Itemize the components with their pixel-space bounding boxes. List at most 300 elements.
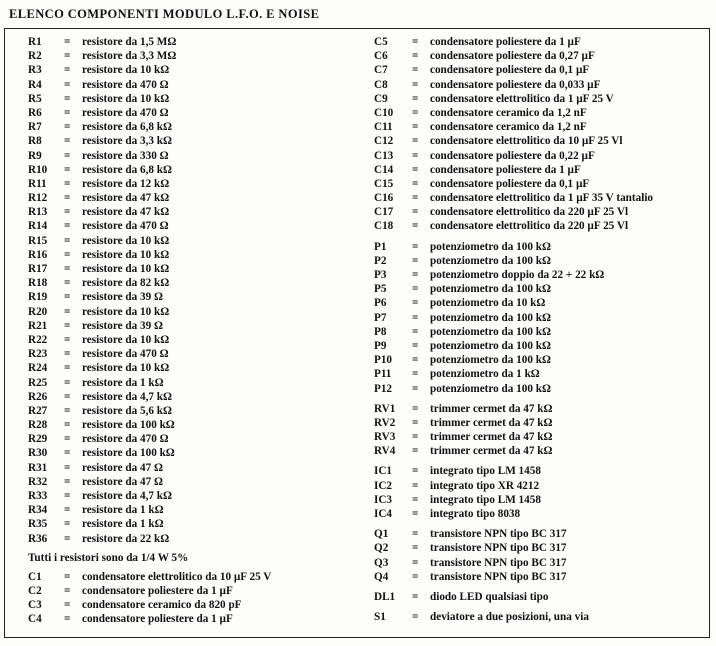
component-description: resistore da 10 kΩ (82, 305, 170, 318)
component-description: integrato tipo 8038 (430, 508, 521, 520)
component-description: condensatore poliestere da 0,1 µF (430, 64, 590, 77)
component-row-ic2 (374, 479, 704, 493)
component-code: R26 (28, 390, 48, 403)
component-row-r18 (28, 276, 346, 290)
component-row-r10 (28, 163, 346, 177)
capacitor-list-left (28, 570, 346, 627)
component-description: resistore da 6,8 kΩ (82, 121, 172, 134)
equals-sign: = (64, 570, 71, 583)
equals-sign: = (64, 234, 71, 247)
component-code: R34 (28, 504, 48, 517)
equals-sign: = (64, 106, 71, 119)
component-code: Q4 (374, 570, 389, 583)
equals-sign: = (412, 368, 419, 381)
equals-sign: = (412, 325, 419, 338)
component-row-r23 (28, 347, 346, 361)
component-row-q4 (374, 570, 704, 584)
component-description: resistore da 1 kΩ (82, 504, 164, 517)
component-row-r30 (28, 446, 346, 460)
equals-sign: = (412, 64, 419, 77)
equals-sign: = (64, 192, 71, 205)
equals-sign: = (412, 106, 419, 119)
equals-sign: = (412, 416, 419, 429)
component-description: condensatore ceramico da 1,2 nF (430, 121, 587, 134)
equals-sign: = (64, 121, 71, 134)
equals-sign: = (412, 149, 419, 162)
component-row-c12 (374, 134, 704, 148)
equals-sign: = (64, 447, 71, 460)
component-description: resistore da 10 kΩ (82, 263, 170, 275)
component-code: R16 (28, 248, 48, 261)
component-code: R22 (28, 333, 48, 346)
component-description: integrato tipo LM 1458 (430, 493, 541, 506)
component-code: C5 (374, 36, 388, 48)
component-row-p1 (374, 240, 704, 254)
component-description: resistore da 39 Ω (82, 319, 163, 332)
equals-sign: = (64, 490, 71, 502)
equals-sign: = (64, 263, 71, 275)
component-description: resistore da 470 Ω (82, 220, 169, 233)
equals-sign: = (64, 390, 71, 403)
component-code: Q1 (374, 528, 389, 541)
equals-sign: = (412, 528, 419, 541)
component-description: condensatore poliestere da 1 µF (82, 584, 233, 597)
component-description: deviatore a due posizioni, una via (430, 611, 589, 624)
equals-sign: = (64, 348, 71, 361)
component-row-r19 (28, 290, 346, 304)
equals-sign: = (64, 613, 71, 626)
component-description: resistore da 10 kΩ (82, 248, 170, 261)
component-row-p8 (374, 325, 704, 339)
equals-sign: = (64, 64, 71, 77)
component-row-r9 (28, 149, 346, 163)
component-description: condensatore poliestere da 0,27 µF (430, 50, 595, 63)
component-row-q2 (374, 541, 704, 555)
component-code: P5 (374, 283, 387, 296)
equals-sign: = (64, 277, 71, 290)
equals-sign: = (412, 493, 419, 506)
capacitor-list-right (374, 35, 704, 234)
component-row-c10 (374, 106, 704, 120)
component-row-q1 (374, 527, 704, 541)
component-description: resistore da 330 Ω (82, 149, 169, 162)
component-code: RV3 (374, 431, 396, 444)
component-code: R24 (28, 362, 48, 375)
component-description: potenziometro da 100 kΩ (430, 240, 551, 253)
component-code: R31 (28, 461, 48, 474)
component-row-r2 (28, 49, 346, 63)
component-row-r6 (28, 106, 346, 120)
component-code: R19 (28, 291, 48, 304)
component-description: integrato tipo XR 4212 (430, 479, 540, 492)
component-row-c13 (374, 149, 704, 163)
component-description: resistore da 1 kΩ (82, 518, 164, 531)
equals-sign: = (412, 269, 419, 281)
component-row-rv1 (374, 402, 704, 416)
component-row-r22 (28, 333, 346, 347)
component-row-c5 (374, 35, 704, 49)
component-code: IC1 (374, 465, 393, 478)
component-row-rv3 (374, 430, 704, 444)
potentiometer-list (374, 240, 704, 396)
component-row-c6 (374, 49, 704, 63)
equals-sign: = (412, 354, 419, 367)
component-code: C7 (374, 64, 388, 77)
component-description: resistore da 6,8 kΩ (82, 163, 172, 176)
component-row-p6 (374, 296, 704, 310)
component-row-p3 (374, 268, 704, 282)
component-description: resistore da 100 kΩ (82, 447, 175, 460)
equals-sign: = (64, 362, 71, 375)
component-code: P7 (374, 311, 387, 324)
transistor-list (374, 527, 704, 584)
component-row-c15 (374, 177, 704, 191)
component-row-p10 (374, 353, 704, 367)
component-description: resistore da 1,5 MΩ (82, 36, 177, 48)
led-list (374, 590, 704, 604)
component-code: R8 (28, 135, 42, 148)
equals-sign: = (64, 206, 71, 219)
component-code: R5 (28, 92, 42, 105)
component-description: condensatore poliestere da 1 µF (430, 163, 581, 176)
component-description: integrato tipo LM 1458 (430, 465, 541, 478)
component-code: P6 (374, 297, 387, 310)
component-description: condensatore poliestere da 0,1 µF (430, 177, 590, 190)
component-row-r3 (28, 63, 346, 77)
equals-sign: = (64, 504, 71, 517)
component-code: R23 (28, 348, 48, 361)
component-description: transistore NPN tipo BC 317 (430, 528, 567, 541)
equals-sign: = (412, 445, 419, 458)
equals-sign: = (412, 220, 419, 233)
component-description: condensatore elettrolitico da 10 µF 25 V (82, 570, 272, 583)
component-row-r14 (28, 219, 346, 233)
component-description: resistore da 1 kΩ (82, 376, 164, 389)
component-code: R13 (28, 206, 48, 219)
component-code: C18 (374, 220, 394, 233)
component-row-rv2 (374, 416, 704, 430)
component-row-r25 (28, 376, 346, 390)
component-code: R11 (28, 177, 47, 190)
component-code: R21 (28, 319, 48, 332)
equals-sign: = (412, 36, 419, 48)
component-description: resistore da 12 kΩ (82, 177, 170, 190)
equals-sign: = (412, 311, 419, 324)
equals-sign: = (412, 192, 419, 205)
equals-sign: = (412, 92, 419, 105)
trimmer-list (374, 402, 704, 459)
component-description: condensatore poliestere da 0,033 µF (430, 78, 601, 91)
component-description: diodo LED qualsiasi tipo (430, 590, 549, 603)
component-code: C10 (374, 106, 394, 119)
component-code: C14 (374, 163, 394, 176)
component-code: P3 (374, 269, 387, 281)
component-code: P10 (374, 354, 393, 367)
component-row-r21 (28, 319, 346, 333)
component-code: R30 (28, 447, 48, 460)
equals-sign: = (412, 163, 419, 176)
component-description: transistore NPN tipo BC 317 (430, 542, 567, 555)
component-row-c11 (374, 120, 704, 134)
equals-sign: = (64, 305, 71, 318)
equals-sign: = (64, 177, 71, 190)
page-title: ELENCO COMPONENTI MODULO L.F.O. E NOISE (9, 7, 320, 21)
equals-sign: = (64, 319, 71, 332)
component-row-c3 (28, 598, 346, 612)
equals-sign: = (64, 291, 71, 304)
component-row-c17 (374, 205, 704, 219)
component-code: DL1 (374, 590, 396, 603)
right-column (374, 35, 704, 624)
component-row-r7 (28, 120, 346, 134)
component-code: R1 (28, 36, 42, 48)
equals-sign: = (64, 599, 71, 612)
equals-sign: = (64, 50, 71, 63)
component-row-r32 (28, 475, 346, 489)
equals-sign: = (412, 339, 419, 352)
equals-sign: = (412, 78, 419, 91)
component-code: R12 (28, 192, 48, 205)
component-description: potenziometro da 100 kΩ (430, 339, 551, 352)
ic-list (374, 464, 704, 521)
component-code: RV1 (374, 402, 396, 415)
component-code: P8 (374, 325, 387, 338)
component-code: C16 (374, 192, 394, 205)
component-description: resistore da 470 Ω (82, 433, 169, 446)
component-code: R15 (28, 234, 48, 247)
component-code: R28 (28, 419, 48, 432)
component-code: C2 (28, 584, 42, 597)
component-code: R35 (28, 518, 48, 531)
component-code: C4 (28, 613, 42, 626)
component-description: condensatore poliestere da 1 µF (430, 36, 581, 48)
component-description: resistore da 10 kΩ (82, 92, 170, 105)
component-code: R32 (28, 475, 48, 488)
component-description: potenziometro da 10 kΩ (430, 297, 546, 310)
component-code: Q3 (374, 556, 389, 569)
equals-sign: = (412, 431, 419, 444)
equals-sign: = (64, 532, 71, 545)
component-code: C8 (374, 78, 388, 91)
equals-sign: = (412, 206, 419, 219)
component-description: condensatore ceramico da 820 pF (82, 599, 242, 612)
component-row-r20 (28, 305, 346, 319)
component-row-s1 (374, 610, 704, 624)
equals-sign: = (412, 590, 419, 603)
component-description: trimmer cermet da 47 kΩ (430, 445, 553, 458)
component-description: trimmer cermet da 47 kΩ (430, 402, 553, 415)
component-row-c4 (28, 612, 346, 626)
component-code: P9 (374, 339, 387, 352)
resistor-note: Tutti i resistori sono da 1/4 W 5% (28, 551, 189, 564)
component-description: resistore da 100 kΩ (82, 419, 175, 432)
equals-sign: = (412, 50, 419, 63)
component-description: trimmer cermet da 47 kΩ (430, 416, 553, 429)
component-row-r24 (28, 361, 346, 375)
equals-sign: = (412, 402, 419, 415)
equals-sign: = (64, 433, 71, 446)
component-description: potenziometro da 100 kΩ (430, 325, 551, 338)
equals-sign: = (412, 570, 419, 583)
component-description: resistore da 82 kΩ (82, 277, 170, 290)
equals-sign: = (64, 248, 71, 261)
component-code: R6 (28, 106, 42, 119)
component-row-p5 (374, 282, 704, 296)
component-description: condensatore poliestere da 1 µF (82, 613, 233, 626)
component-row-c14 (374, 163, 704, 177)
equals-sign: = (64, 78, 71, 91)
component-code: R29 (28, 433, 48, 446)
component-code: RV2 (374, 416, 396, 429)
component-description: resistore da 47 kΩ (82, 192, 170, 205)
component-row-r17 (28, 262, 346, 276)
equals-sign: = (64, 404, 71, 417)
component-row-p2 (374, 254, 704, 268)
component-code: R25 (28, 376, 48, 389)
equals-sign: = (64, 220, 71, 233)
component-code: P12 (374, 382, 393, 395)
equals-sign: = (412, 254, 419, 267)
component-description: resistore da 10 kΩ (82, 234, 170, 247)
equals-sign: = (412, 465, 419, 478)
component-row-r27 (28, 404, 346, 418)
component-description: resistore da 4,7 kΩ (82, 490, 172, 502)
component-description: potenziometro da 1 kΩ (430, 368, 540, 381)
component-code: IC3 (374, 493, 393, 506)
equals-sign: = (64, 475, 71, 488)
component-code: C15 (374, 177, 394, 190)
component-row-r8 (28, 134, 346, 148)
component-row-r4 (28, 78, 346, 92)
component-description: condensatore elettrolitico da 1 µF 25 V (430, 92, 614, 105)
component-row-ic1 (374, 464, 704, 478)
component-row-r26 (28, 390, 346, 404)
component-description: resistore da 3,3 kΩ (82, 135, 172, 148)
component-code: S1 (374, 611, 386, 624)
component-description: potenziometro doppio da 22 + 22 kΩ (430, 269, 605, 281)
equals-sign: = (412, 121, 419, 134)
component-description: resistore da 39 Ω (82, 291, 163, 304)
component-code: IC4 (374, 508, 393, 520)
component-description: resistore da 47 Ω (82, 461, 163, 474)
component-code: C13 (374, 149, 394, 162)
component-row-p7 (374, 311, 704, 325)
component-description: resistore da 4,7 kΩ (82, 390, 172, 403)
component-description: potenziometro da 100 kΩ (430, 382, 551, 395)
component-code: P11 (374, 368, 392, 381)
component-row-r28 (28, 418, 346, 432)
equals-sign: = (412, 479, 419, 492)
equals-sign: = (64, 461, 71, 474)
resistor-list (28, 35, 346, 546)
component-row-r34 (28, 503, 346, 517)
equals-sign: = (64, 92, 71, 105)
component-row-rv4 (374, 444, 704, 458)
component-description: potenziometro da 100 kΩ (430, 283, 551, 296)
component-code: R18 (28, 277, 48, 290)
component-code: C11 (374, 121, 393, 134)
component-row-r5 (28, 92, 346, 106)
component-row-c1 (28, 570, 346, 584)
component-code: R3 (28, 64, 42, 77)
component-row-r15 (28, 234, 346, 248)
component-code: RV4 (374, 445, 396, 458)
equals-sign: = (64, 163, 71, 176)
component-description: resistore da 47 kΩ (82, 206, 170, 219)
component-description: condensatore elettrolitico da 220 µF 25 Vl (430, 220, 629, 233)
component-row-r33 (28, 489, 346, 503)
component-row-r12 (28, 191, 346, 205)
component-code: R20 (28, 305, 48, 318)
component-description: potenziometro da 100 kΩ (430, 311, 551, 324)
component-row-dl1 (374, 590, 704, 604)
equals-sign: = (64, 584, 71, 597)
component-code: R17 (28, 263, 48, 275)
component-code: R7 (28, 121, 42, 134)
component-code: C3 (28, 599, 42, 612)
component-description: resistore da 470 Ω (82, 348, 169, 361)
component-row-p11 (374, 367, 704, 381)
component-description: resistore da 10 kΩ (82, 362, 170, 375)
component-description: condensatore elettrolitico da 1 µF 35 V tantalio (430, 192, 654, 205)
component-code: C12 (374, 135, 394, 148)
equals-sign: = (412, 177, 419, 190)
component-description: resistore da 5,6 kΩ (82, 404, 172, 417)
component-code: R36 (28, 532, 48, 545)
component-code: R10 (28, 163, 48, 176)
equals-sign: = (64, 333, 71, 346)
component-row-p9 (374, 339, 704, 353)
component-code: R14 (28, 220, 48, 233)
component-description: resistore da 470 Ω (82, 78, 169, 91)
component-row-r11 (28, 177, 346, 191)
component-row-q3 (374, 556, 704, 570)
component-description: potenziometro da 100 kΩ (430, 354, 551, 367)
component-row-r36 (28, 532, 346, 546)
component-row-c2 (28, 584, 346, 598)
equals-sign: = (412, 135, 419, 148)
component-row-r1 (28, 35, 346, 49)
equals-sign: = (64, 36, 71, 48)
component-row-c8 (374, 78, 704, 92)
component-row-r31 (28, 461, 346, 475)
component-description: resistore da 47 Ω (82, 475, 163, 488)
component-description: transistore NPN tipo BC 317 (430, 570, 567, 583)
component-description: resistore da 470 Ω (82, 106, 169, 119)
component-code: C17 (374, 206, 394, 219)
component-description: condensatore ceramico da 1,2 nF (430, 106, 587, 119)
equals-sign: = (64, 518, 71, 531)
equals-sign: = (64, 419, 71, 432)
component-description: potenziometro da 100 kΩ (430, 254, 551, 267)
component-code: P1 (374, 240, 387, 253)
component-description: resistore da 10 kΩ (82, 64, 170, 77)
equals-sign: = (64, 135, 71, 148)
equals-sign: = (412, 382, 419, 395)
equals-sign: = (64, 149, 71, 162)
component-description: transistore NPN tipo BC 317 (430, 556, 567, 569)
switch-list (374, 610, 704, 624)
component-row-c16 (374, 191, 704, 205)
equals-sign: = (64, 376, 71, 389)
component-code: R27 (28, 404, 48, 417)
equals-sign: = (412, 611, 419, 624)
equals-sign: = (412, 542, 419, 555)
component-row-c9 (374, 92, 704, 106)
equals-sign: = (412, 556, 419, 569)
component-code: C6 (374, 50, 388, 63)
component-description: resistore da 22 kΩ (82, 532, 170, 545)
